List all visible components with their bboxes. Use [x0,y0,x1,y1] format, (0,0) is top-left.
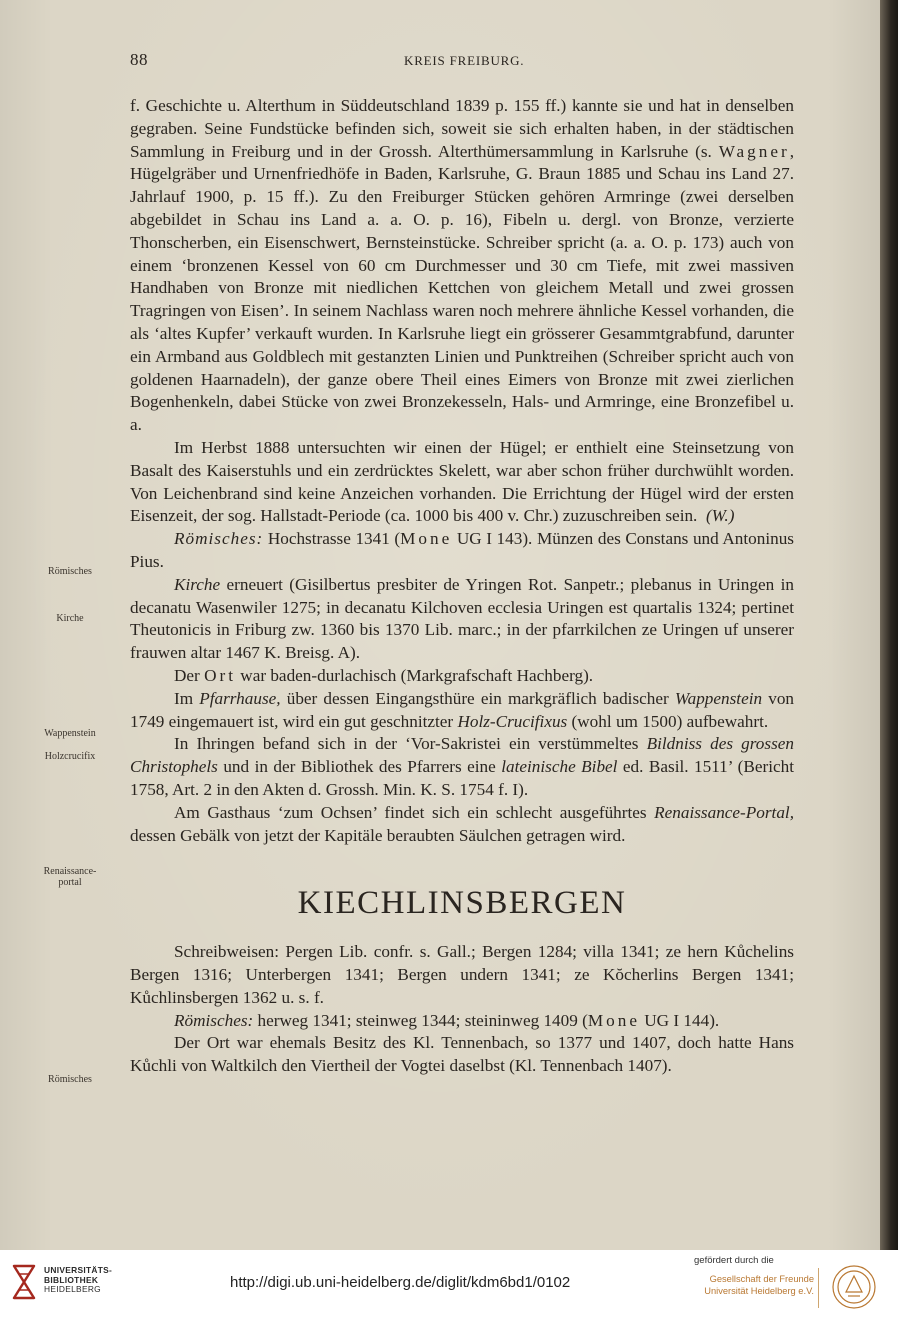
library-logo-icon [10,1260,38,1304]
library-name-line: BIBLIOTHEK [44,1274,99,1285]
italic-term: lateinische Bibel [501,757,618,777]
section-label: Römisches: [174,529,264,549]
paragraph [130,1032,794,1078]
library-name-line: UNIVERSITÄTS- [44,1265,113,1275]
text-run: über dessen Eingangsthüre ein markgräflich badischer [280,688,675,708]
text-run: UG I 143). Münzen des Constans und Antoninus Pius. [130,529,794,571]
margin-note-roemisches-2: Römisches [48,1074,92,1085]
spaced-name: Wagner [718,141,790,161]
text-run: war baden-durlachisch (Markgrafschaft Hachberg). [235,665,594,685]
paragraph [130,733,794,801]
text-run: (wohl um 1500) aufbewahrt. [567,711,769,731]
text-run: Der [174,665,205,685]
margin-note-roemisches: Römisches [48,566,92,577]
book-page-edge [880,0,898,1250]
spaced-name: Mone [400,529,453,549]
paragraph [130,802,794,848]
italic-term: Holz-Crucifixus [457,711,568,731]
paragraph [130,941,794,1009]
text-run: f. Geschichte u. Alterthum in Süddeutschland 1839 p. 155 ff.) kannte sie und hat in denselben gegraben. Seine Fundstücke befinden sich, soweit sie sich erhalten haben, in der städtischen Sammlung in Freiburg und in der Grossh. Alterthümersammlung in Karlsruhe (s. [130,96,794,161]
text-run: , Hügelgräber und Urnenfriedhöfe in Baden, Karlsruhe, G. Braun 1885 und Schau ins Land 27. Jahrlauf 1900, p. 15 ff.). Zu den Freiburger Stücken gehören Armringe (zwei derselben abgebildet in Schau ins Land a. a. O. p. 16), Fibeln u. dergl. von Bronze, verzierte Thonscherben, ein Eisenschwert, Bernsteinstücke. Schreiber spricht (a. a. O. p. 173) auch von einem ‘bronzenen Kessel von 60 cm Durchmesser und 30 cm Tiefe, mit zwei massiven Handhaben von Bronze mit niedlichen Kettchen von gleichem Metall und zwei grossen Tragringen von Eisen’. In seinem Nachlass waren noch mehrere ähnliche Kessel vorhanden, die als ‘altes Kupfer’ verkauft wurden. In Karlsruhe liegt ein grösserer Gesammtgrabfund, darunter ein Armband aus Goldblech mit gestanzten Linien und Punktreihen (Schreiber spricht auch von goldenen Haarnadeln), der ganze obere Theil eines Eimers von Bronze mit zwei zierlichen Bogenhenkeln, dabei Stücke von zwei Bronzekesseln, Hals- und Armringe, eine Bronzefibel u. a. [130,141,794,435]
text-run: dessen Gebälk von jetzt der Kapitäle beraubten Säulchen getragen wird. [130,825,626,845]
text-run: UG I 144). [639,1010,720,1030]
text-run: und in der Bibliothek des Pfarrers eine [217,757,502,777]
sponsor-name [692,1273,814,1297]
author-signature: (W.) [705,506,735,526]
section-label: Kirche [174,574,221,594]
body-text [130,95,794,1078]
paragraph [130,688,794,734]
italic-term: Wappenstein [674,688,763,708]
paragraph [130,528,794,574]
library-name [44,1266,112,1295]
spaced-name: Ort [204,665,236,685]
permalink-url[interactable]: http://digi.ub.uni-heidelberg.de/diglit/kdm6bd1/0102 [230,1274,571,1291]
margin-note-line: Renaissance- [43,866,97,877]
page-header [0,50,880,72]
text-run: erneuert (Gisilbertus presbiter de Yringen Rot. Sanpetr.; plebanus in Uringen in decanatu Wasenwiler 1275; in decanatu Kilchoven ecclesia Uringen est quartalis 1324; pertinet Theutonicis in Friburg zw. 1360 bis 1370 Lib. marc.; in der pfarrkilchen ze Uringen uf unserer frauwen altar 1467 K. Breisg. A). [130,574,794,663]
text-run: Schreibweisen: Pergen Lib. confr. s. Gall.; Bergen 1284; villa 1341; ze hern Kůchelins Bergen 1316; Unterbergen 1341; Bergen undern 1341; ze Kŏcherlins Bergen 1341; Kůchlinsbergen 1362 u. s. f. [130,942,794,1007]
university-seal-icon [826,1262,882,1312]
margin-note-line: portal [58,877,82,888]
paragraph [130,1010,794,1033]
paragraph [130,665,794,688]
margin-note-kirche: Kirche [56,613,84,624]
viewer-footer [0,1250,898,1317]
text-run: herweg 1341; steinweg 1344; steininweg 1409 ( [253,1010,588,1030]
margin-note-renaissanceportal [15,866,125,888]
section-label: Römisches: [174,1010,254,1030]
running-title: KREIS FREIBURG. [404,53,525,68]
spaced-name: Mone [587,1010,640,1030]
sponsor-name-line: Universität Heidelberg e.V. [704,1286,814,1296]
library-name-line: HEIDELBERG [44,1284,101,1294]
text-run: Im Herbst 1888 untersuchten wir einen der Hügel; er enthielt eine Steinsetzung von Basalt des Kaiserstuhls und ein zerdrücktes Skelett, war aber schon früher durchwühlt worden. Von Leichenbrand sind keine Anzeichen vorhanden. Die Errichtung der Hügel wird der ersten Eisenzeit, der sog. Hallstadt-Periode (ca. 1000 bis 400 v. Chr.) zuzuschreiben sein. [130,437,794,526]
text-run: Am Gasthaus ‘zum Ochsen’ findet sich ein schlecht ausgeführtes [174,802,655,822]
paragraph [130,95,794,437]
text-run: In Ihringen befand sich in der ‘Vor-Sakristei ein verstümmeltes [174,734,647,754]
paragraph [130,574,794,665]
section-title: KIECHLINSBERGEN [297,885,627,922]
margin-note-holzcrucifix: Holzcrucifix [44,751,96,762]
text-run: Der Ort war ehemals Besitz des Kl. Tennenbach, so 1377 und 1407, doch hatte Hans Kůchli von Waltkilch den Viertheil der Vogtei daselbst (Kl. Tennenbach 1407). [130,1033,794,1076]
margin-note-wappenstein: Wappenstein [44,728,96,739]
page-number: 88 [130,50,148,69]
text-run: von 1749 eingemauert ist, wird ein gut geschnitzter [130,688,795,731]
text-run: Hochstrasse 1341 ( [263,529,401,549]
text-run: ed. Basil. 1511’ (Bericht 1758, Art. 2 in den Akten d. Grossh. Min. K. S. 1754 f. I). [130,757,794,799]
sponsor-divider [818,1268,819,1308]
italic-term: Pfarrhause, [199,688,281,708]
italic-term: Bildniss des grossen Christophels [130,734,794,777]
text-run: Im [174,688,200,708]
sponsor-label: gefördert durch die [694,1255,774,1266]
sponsor-name-line: Gesellschaft der Freunde [709,1274,814,1284]
italic-term: Renaissance-Portal, [654,802,794,822]
paragraph [130,437,794,528]
